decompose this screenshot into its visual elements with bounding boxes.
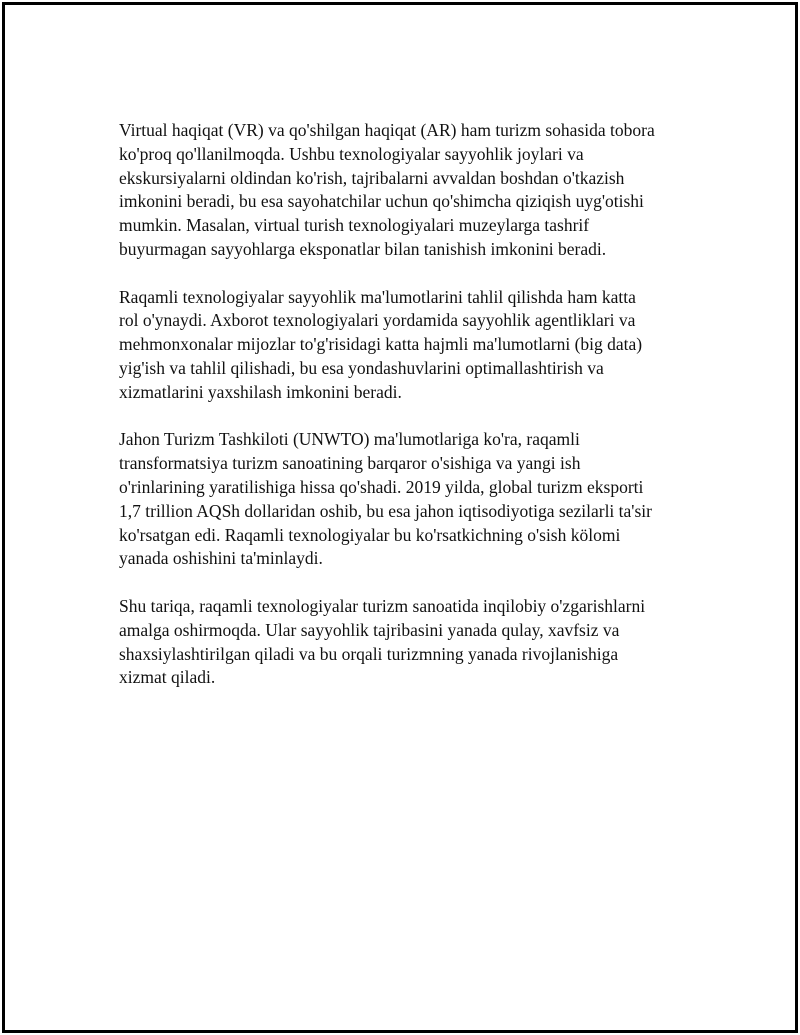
text-line: buyurmagan sayyohlarga eksponatlar bilan tanishish imkonini beradi. xyxy=(119,238,607,259)
text-line: ekskursiyalarni oldindan ko'rish, tajribalarni avvaldan boshdan o'tkazish xyxy=(119,167,625,188)
document-page xyxy=(2,2,798,1033)
text-line: imkonini beradi, bu esa sayohatchilar uchun qo'shimcha qiziqish uyg'otishi xyxy=(119,191,644,212)
text-line: 1,7 trillion AQSh dollaridan oshib, bu esa jahon iqtisodiyotiga sezilarli ta'sir xyxy=(119,500,652,521)
paragraph-data-analysis xyxy=(119,286,699,405)
text-line: Shu tariqa, raqamli texnologiyalar turizm sanoatida inqilobiy o'zgarishlarni xyxy=(119,595,646,616)
text-line: Raqamli texnologiyalar sayyohlik ma'lumotlarini tahlil qilishda ham katta xyxy=(119,286,636,307)
text-line: Virtual haqiqat (VR) va qo'shilgan haqiqat (AR) ham turizm sohasida tobora xyxy=(119,120,655,140)
text-line: Jahon Turizm Tashkiloti (UNWTO) ma'lumotlariga ko'ra, raqamli xyxy=(119,429,580,450)
paragraph-conclusion xyxy=(119,595,699,690)
text-line: rol o'ynaydi. Axborot texnologiyalari yordamida sayyohlik agentliklari va xyxy=(119,310,636,331)
text-line: amalga oshirmoqda. Ular sayyohlik tajribasini yanada qulay, xavfsiz va xyxy=(119,619,620,640)
text-line: ko'rsatgan edi. Raqamli texnologiyalar bu ko'rsatkichning o'sish kölomi xyxy=(119,524,621,545)
text-line: transformatsiya turizm sanoatining barqaror o'sishiga va yangi ish xyxy=(119,453,581,474)
paragraph-unwto xyxy=(119,428,699,571)
text-line: o'rinlarining yaratilishiga hissa qo'shadi. 2019 yilda, global turizm eksporti xyxy=(119,476,644,497)
paragraph-vr-ar xyxy=(119,119,699,262)
text-line: shaxsiylashtirilgan qiladi va bu orqali turizmning yanada rivojlanishiga xyxy=(119,643,619,664)
text-line: xizmatlarini yaxshilash imkonini beradi. xyxy=(119,381,402,402)
text-line: yig'ish va tahlil qilishadi, bu esa yondashuvlarini optimallashtirish va xyxy=(119,357,604,378)
text-line: yanada oshishini ta'minlaydi. xyxy=(119,548,323,569)
document-body xyxy=(119,119,699,714)
text-line: ko'proq qo'llanilmoqda. Ushbu texnologiyalar sayyohlik joylari va xyxy=(119,143,584,164)
text-line: xizmat qiladi. xyxy=(119,667,216,688)
text-line: mehmonxonalar mijozlar to'g'risidagi katta hajmli ma'lumotlarni (big data) xyxy=(119,334,643,355)
text-line: mumkin. Masalan, virtual turish texnologiyalari muzeylarga tashrif xyxy=(119,215,590,236)
